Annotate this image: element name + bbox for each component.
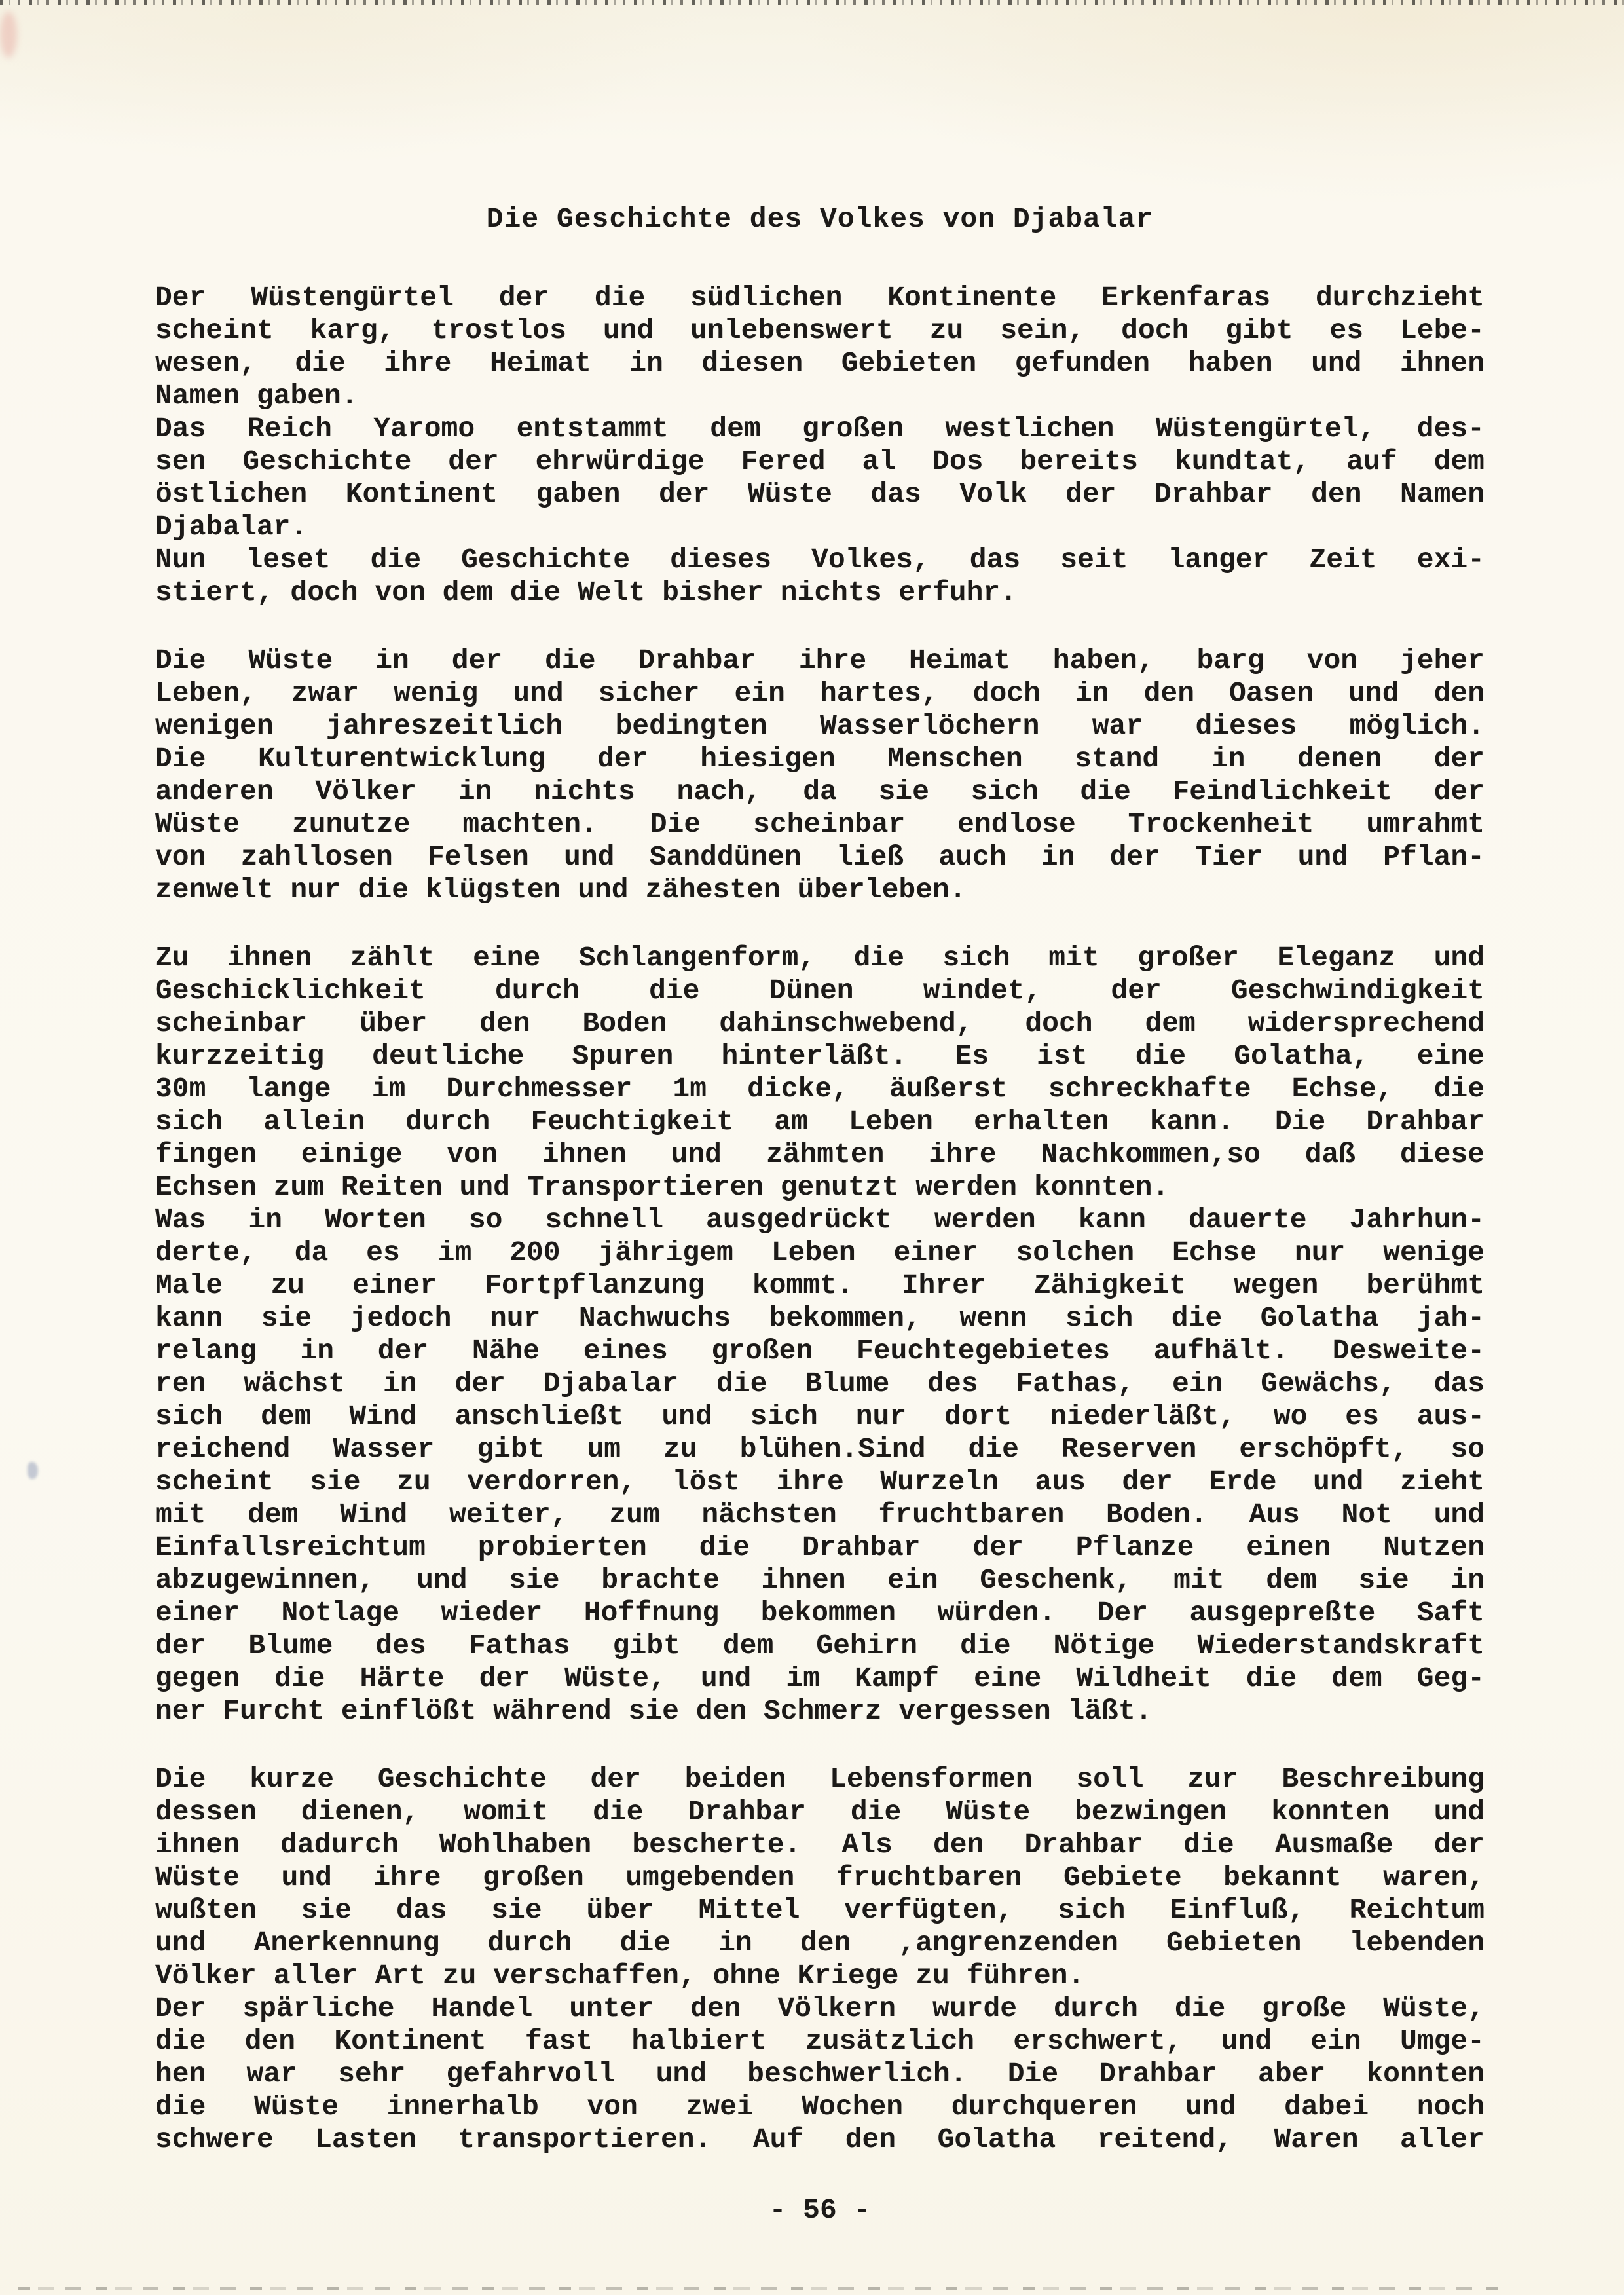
text-line: ren wächst in der Djabalar die Blume des Fathas, ein Gewächs, das xyxy=(155,1368,1485,1400)
paragraph xyxy=(155,1204,1485,1728)
text-line: Das Reich Yaromo entstammt dem großen westlichen Wüstengürtel, des- xyxy=(155,413,1485,445)
text-line: stiert, doch von dem die Welt bisher nichts erfuhr. xyxy=(155,576,1018,608)
text-line: sich allein durch Feuchtigkeit am Leben erhalten kann. Die Drahbar xyxy=(155,1106,1485,1138)
text-line: 30m lange im Durchmesser 1m dicke, äußerst schreckhafte Echse, die xyxy=(155,1073,1485,1105)
text-line: Einfallsreichtum probierten die Drahbar der Pflanze einen Nutzen xyxy=(155,1531,1485,1563)
text-line: scheint sie zu verdorren, löst ihre Wurzeln aus der Erde und zieht xyxy=(155,1466,1485,1498)
text-line: wußten sie das sie über Mittel verfügten, sich Einfluß, Reichtum xyxy=(155,1894,1485,1926)
text-line: Geschicklichkeit durch die Dünen windet, der Geschwindigkeit xyxy=(155,975,1485,1007)
text-line: Wüste und ihre großen umgebenden fruchtbaren Gebiete bekannt waren, xyxy=(155,1861,1485,1894)
paragraph xyxy=(155,544,1485,609)
paragraph xyxy=(155,282,1485,413)
text-line: Namen gaben. xyxy=(155,380,358,412)
text-line: anderen Völker in nichts nach, da sie sich die Feindlichkeit der xyxy=(155,775,1485,808)
paragraph xyxy=(155,644,1485,906)
text-line: relang in der Nähe eines großen Feuchtegebietes aufhält. Desweite- xyxy=(155,1335,1485,1367)
text-line: Male zu einer Fortpflanzung kommt. Ihrer Zähigkeit wegen berühmt xyxy=(155,1269,1485,1301)
paragraph xyxy=(155,942,1485,1204)
text-line: die Wüste innerhalb von zwei Wochen durchqueren und dabei noch xyxy=(155,2091,1485,2123)
text-line: einer Notlage wieder Hoffnung bekommen würden. Der ausgepreßte Saft xyxy=(155,1597,1485,1629)
text-line: sich dem Wind anschließt und sich nur dort niederläßt, wo es aus- xyxy=(155,1400,1485,1432)
text-line: gegen die Härte der Wüste, und im Kampf eine Wildheit die dem Geg- xyxy=(155,1662,1485,1694)
text-line: dessen dienen, womit die Drahbar die Wüste bezwingen konnten und xyxy=(155,1796,1485,1828)
text-line: scheint karg, trostlos und unlebenswert zu sein, doch gibt es Lebe- xyxy=(155,314,1485,346)
text-line: und Anerkennung durch die in den ,angrenzenden Gebieten lebenden xyxy=(155,1927,1485,1959)
text-line: reichend Wasser gibt um zu blühen.Sind die Reserven erschöpft, so xyxy=(155,1433,1485,1465)
text-line: scheinbar über den Boden dahinschwebend, doch dem widersprechend xyxy=(155,1007,1485,1039)
paragraph xyxy=(155,413,1485,544)
text-line: fingen einige von ihnen und zähmten ihre Nachkommen,so daß diese xyxy=(155,1138,1485,1170)
paragraph xyxy=(155,1763,1485,1992)
text-line: wenigen jahreszeitlich bedingten Wasserlöchern war dieses möglich. xyxy=(155,710,1485,742)
text-line: östlichen Kontinent gaben der Wüste das Volk der Drahbar den Namen xyxy=(155,478,1485,510)
text-line: Leben, zwar wenig und sicher ein hartes, doch in den Oasen und den xyxy=(155,677,1485,709)
text-line: Wüste zunutze machten. Die scheinbar endlose Trockenheit umrahmt xyxy=(155,808,1485,840)
text-line: ner Furcht einflößt während sie den Schmerz vergessen läßt. xyxy=(155,1695,1153,1727)
text-line: die den Kontinent fast halbiert zusätzlich erschwert, und ein Umge- xyxy=(155,2025,1485,2057)
text-line: kurzzeitig deutliche Spuren hinterläßt. Es ist die Golatha, eine xyxy=(155,1040,1485,1072)
text-line: Die Wüste in der die Drahbar ihre Heimat haben, barg von jeher xyxy=(155,644,1485,677)
text-line: Der spärliche Handel unter den Völkern wurde durch die große Wüste, xyxy=(155,1992,1485,2024)
text-line: von zahllosen Felsen und Sanddünen ließ auch in der Tier und Pflan- xyxy=(155,841,1485,873)
text-line: Der Wüstengürtel der die südlichen Kontinente Erkenfaras durchzieht xyxy=(155,282,1485,314)
page-number: - 56 - xyxy=(769,2194,871,2226)
text-line: sen Geschichte der ehrwürdige Fered al Dos bereits kundtat, auf dem xyxy=(155,445,1485,477)
text-line: der Blume des Fathas gibt dem Gehirn die Nötige Wiederstandskraft xyxy=(155,1630,1485,1662)
text-line: mit dem Wind weiter, zum nächsten fruchtbaren Boden. Aus Not und xyxy=(155,1499,1485,1531)
text-line: Was in Worten so schnell ausgedrückt werden kann dauerte Jahrhun- xyxy=(155,1204,1485,1236)
text-line: Echsen zum Reiten und Transportieren genutzt werden konnten. xyxy=(155,1171,1170,1203)
text-line: Zu ihnen zählt eine Schlangenform, die sich mit großer Eleganz und xyxy=(155,942,1485,974)
text-line: schwere Lasten transportieren. Auf den Golatha reitend, Waren aller xyxy=(155,2123,1485,2155)
text-line: hen war sehr gefahrvoll und beschwerlich. Die Drahbar aber konnten xyxy=(155,2058,1485,2090)
text-line: wesen, die ihre Heimat in diesen Gebieten gefunden haben und ihnen xyxy=(155,347,1485,379)
text-line: Völker aller Art zu verschaffen, ohne Kriege zu führen. xyxy=(155,1960,1085,1992)
text-line: zenwelt nur die klügsten und zähesten überleben. xyxy=(155,874,967,906)
scan-edge-dashes-bottom xyxy=(18,2287,1498,2290)
text-line: Die kurze Geschichte der beiden Lebensformen soll zur Beschreibung xyxy=(155,1763,1485,1795)
text-line: Nun leset die Geschichte dieses Volkes, das seit langer Zeit exi- xyxy=(155,544,1485,576)
text-line: Die Kulturentwicklung der hiesigen Menschen stand in denen der xyxy=(155,743,1485,775)
page-title: Die Geschichte des Volkes von Djabalar xyxy=(486,203,1154,235)
text-line: kann sie jedoch nur Nachwuchs bekommen, wenn sich die Golatha jah- xyxy=(155,1302,1485,1334)
text-line: Djabalar. xyxy=(155,511,308,543)
paragraph xyxy=(155,1992,1485,2156)
body-text xyxy=(155,282,1485,2156)
text-line: abzugewinnen, und sie brachte ihnen ein Geschenk, mit dem sie in xyxy=(155,1564,1485,1596)
text-line: derte, da es im 200 jährigem Leben einer solchen Echse nur wenige xyxy=(155,1237,1485,1269)
text-line: ihnen dadurch Wohlhaben bescherte. Als den Drahbar die Ausmaße der xyxy=(155,1829,1485,1861)
